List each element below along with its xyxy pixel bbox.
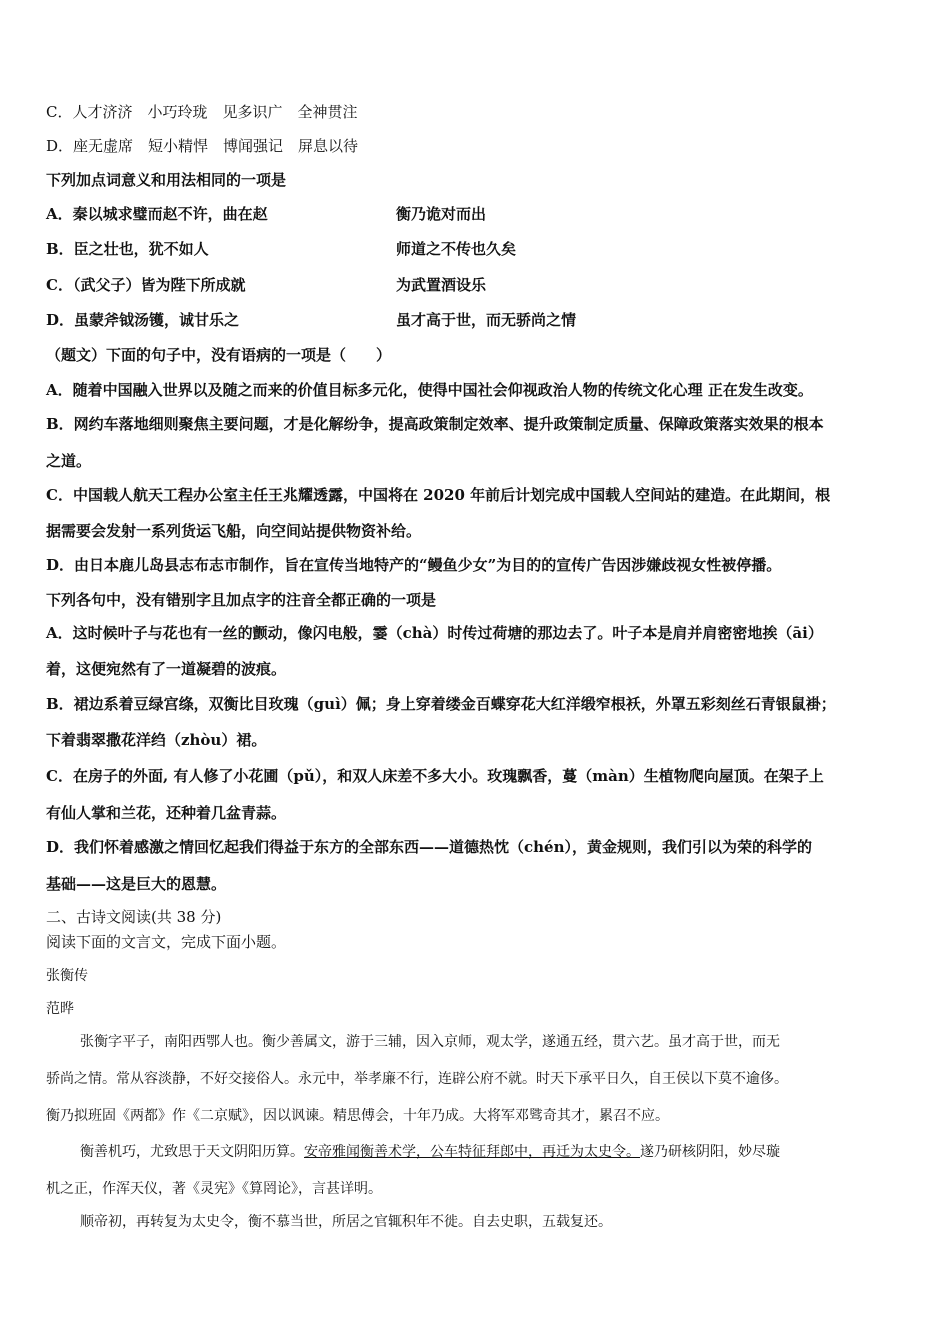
passage-paragraph-2-line-2: 机之正，作浑天仪，著《灵宪》《算罔论》，言甚详明。: [46, 1181, 382, 1197]
function-words-option-a: [46, 204, 910, 224]
passage-title: 张衡传: [46, 968, 88, 984]
option-right: 衡乃诡对而出: [396, 205, 487, 223]
option-right: 虽才高于世，而无骄尚之情: [396, 311, 577, 329]
passage-paragraph-1: 张衡字平子，南阳西鄂人也。衡少善属文，游于三辅，因入京师，观太学，遂通五经，贯六艺。虽才高于世，而无: [80, 1034, 780, 1050]
grammar-option-c-cont: 据需要会发射一系列货运飞船，向空间站提供物资补给。: [46, 522, 422, 540]
question-stem-grammar: （题文）下面的句子中，没有语病的一项是（ ）: [46, 346, 392, 364]
spelling-option-d: D．我们怀着感激之情回忆起我们得益于东方的全部东西——道德热忱（chén），黄金规则，我们引以为荣的科学的: [46, 838, 813, 856]
passage-text: 衡善机巧，尤致思于天文阴阳历算。: [80, 1144, 304, 1160]
passage-paragraph-1-line-2: 骄尚之情。常从容淡静，不好交接俗人。永元中，举孝廉不行，连辟公府不就。时天下承平日久，自王侯以下莫不逾侈。: [46, 1071, 788, 1087]
function-words-option-c: [46, 275, 910, 295]
passage-author: 范晔: [46, 1001, 74, 1017]
option-left: D．虽蒙斧钺汤镬，诚甘乐之: [46, 311, 240, 329]
spelling-option-a: A．这时候叶子与花也有一丝的颤动，像闪电般，霎（chà）时传过荷塘的那边去了。叶子本是肩并肩密密地挨（āi）: [46, 624, 823, 642]
passage-paragraph-3: 顺帝初，再转复为太史令，衡不慕当世，所居之官辄积年不徙。自去史职，五载复还。: [80, 1214, 612, 1230]
passage-text: 遂乃研核阴阳，妙尽璇: [640, 1144, 780, 1160]
function-words-option-b: [46, 239, 910, 259]
spelling-option-b-cont: 下着翡翠撒花洋绉（zhòu）裙。: [46, 731, 267, 749]
option-c-idioms: C．人才济济 小巧玲珑 见多识广 全神贯注: [46, 103, 358, 121]
option-d-idioms: D．座无虚席 短小精悍 博闻强记 屏息以待: [46, 137, 359, 155]
passage-paragraph-2: [80, 1142, 910, 1162]
question-stem-function-words: 下列加点词意义和用法相同的一项是: [46, 171, 287, 189]
spelling-option-c: C．在房子的外面, 有人修了小花圃（pǔ），和双人床差不多大小。玫瑰飘香，蔓（màn）生植物爬向屋顶。在架子上: [46, 767, 824, 785]
reading-instruction: 阅读下面的文言文，完成下面小题。: [46, 933, 287, 951]
option-right: 师道之不传也久矣: [396, 240, 517, 258]
spelling-option-a-cont: 着，这便宛然有了一道凝碧的波痕。: [46, 660, 287, 678]
option-left: B．臣之壮也，犹不如人: [46, 240, 209, 258]
passage-paragraph-1-line-3: 衡乃拟班固《两都》作《二京赋》，因以讽谏。精思傅会，十年乃成。大将军邓骘奇其才，累召不应。: [46, 1108, 669, 1124]
section-heading: 二、古诗文阅读(共 38 分): [46, 908, 222, 926]
option-left: C．（武父子）皆为陛下所成就: [46, 276, 246, 294]
grammar-option-b: B．网约车落地细则聚焦主要问题，才是化解纷争，提高政策制定效率、提升政策制定质量、保障政策落实效果的根本: [46, 415, 824, 433]
spelling-option-c-cont: 有仙人掌和兰花，还种着几盆青蒜。: [46, 804, 287, 822]
grammar-option-c: C．中国载人航天工程办公室主任王兆耀透露，中国将在 2020 年前后计划完成中国载人空间站的建造。在此期间，根: [46, 486, 831, 504]
spelling-option-d-cont: 基础——这是巨大的恩慧。: [46, 875, 227, 893]
spelling-option-b: B．裙边系着豆绿宫绦，双衡比目玫瑰（guì）佩；身上穿着缕金百蝶穿花大红洋缎窄根袄，外罩五彩刻丝石青银鼠褂；: [46, 695, 836, 713]
underlined-sentence: 安帝雅闻衡善术学，公车特征拜郎中，再迁为太史令。: [304, 1144, 640, 1160]
option-right: 为武置酒设乐: [396, 276, 487, 294]
question-stem-spelling: 下列各句中，没有错别字且加点字的注音全都正确的一项是: [46, 591, 437, 609]
grammar-option-d: D．由日本鹿儿岛县志布志市制作，旨在宣传当地特产的“鳗鱼少女”为目的的宣传广告因涉嫌歧视女性被停播。: [46, 556, 782, 574]
grammar-option-b-cont: 之道。: [46, 452, 92, 470]
option-left: A．秦以城求璧而赵不许，曲在赵: [46, 205, 268, 223]
grammar-option-a: A．随着中国融入世界以及随之而来的价值目标多元化，使得中国社会仰视政治人物的传统文化心理 正在发生改变。: [46, 381, 813, 399]
function-words-option-d: [46, 310, 910, 330]
